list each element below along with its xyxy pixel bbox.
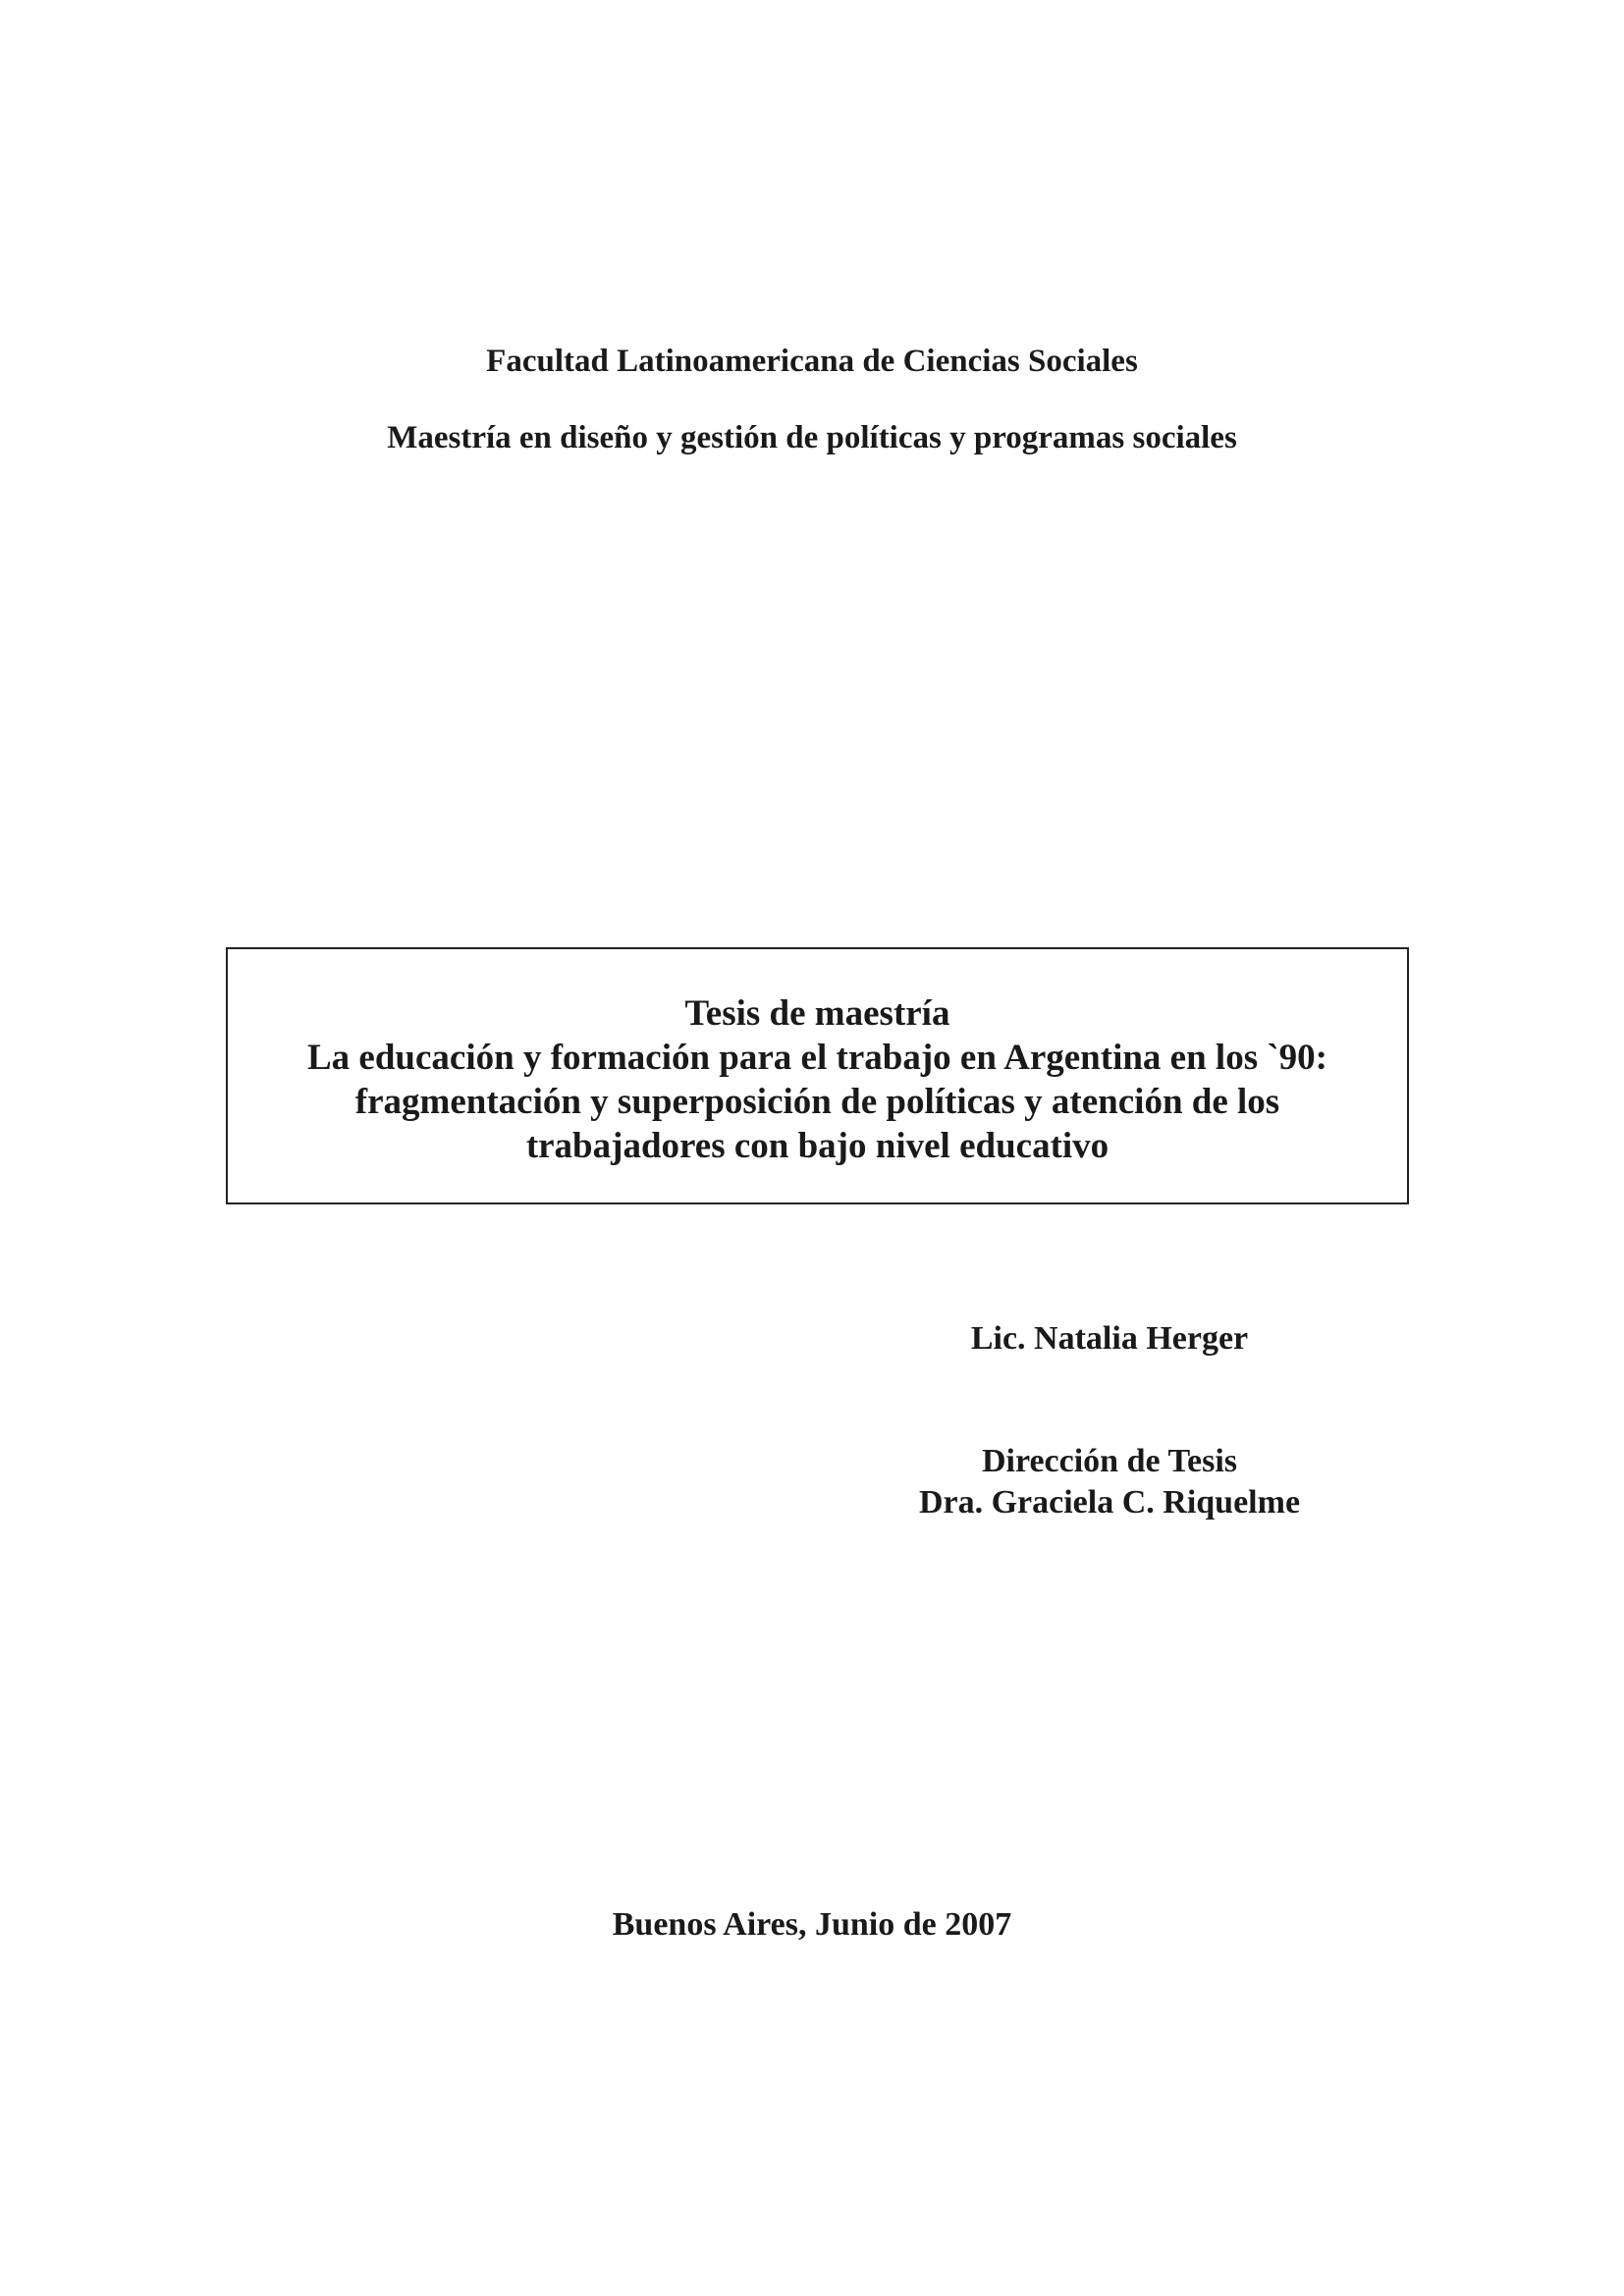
- author-name: Lic. Natalia Herger: [970, 1320, 1249, 1357]
- thesis-director-name: Dra. Graciela C. Riquelme: [918, 1484, 1301, 1521]
- thesis-title-line-2: fragmentación y superposición de políticas y atención de los: [354, 1082, 1280, 1122]
- thesis-title-box: [226, 947, 1409, 1204]
- place-and-date: Buenos Aires, Junio de 2007: [612, 1906, 1012, 1943]
- thesis-title-line-1: La educación y formación para el trabajo en Argentina en los `90:: [307, 1038, 1327, 1078]
- thesis-direction-label: Dirección de Tesis: [981, 1443, 1238, 1479]
- thesis-title-line-3: trabajadores con bajo nivel educativo: [525, 1126, 1110, 1166]
- program-name: Maestría en diseño y gestión de políticas y programas sociales: [387, 420, 1237, 455]
- thesis-type: Tesis de maestría: [684, 993, 950, 1034]
- institution-name: Facultad Latinoamericana de Ciencias Sociales: [486, 344, 1138, 379]
